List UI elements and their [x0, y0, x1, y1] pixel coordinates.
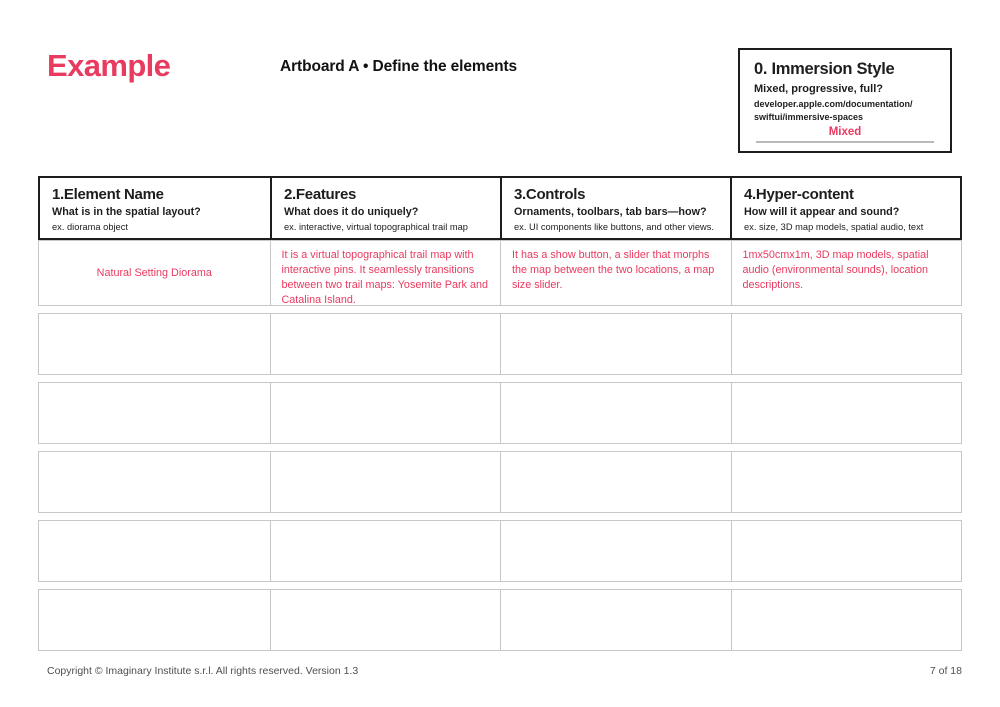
- empty-cell[interactable]: [39, 521, 270, 581]
- immersion-box-question: Mixed, progressive, full?: [754, 83, 883, 95]
- empty-row[interactable]: [38, 520, 962, 582]
- empty-row[interactable]: [38, 451, 962, 513]
- immersion-box-reference: [754, 98, 936, 123]
- empty-cell[interactable]: [39, 314, 270, 374]
- empty-cell[interactable]: [500, 383, 731, 443]
- immersion-style-answer-field[interactable]: Mixed: [756, 126, 934, 143]
- empty-cell[interactable]: [500, 314, 731, 374]
- empty-cell[interactable]: [500, 521, 731, 581]
- column-question: What is in the spatial layout?: [52, 206, 201, 218]
- column-example-hint: ex. UI components like buttons, and other views.: [514, 222, 714, 232]
- brand-title: Example: [47, 48, 171, 83]
- column-title: 3.Controls: [514, 186, 586, 203]
- column-example-hint: ex. size, 3D map models, spatial audio, text: [744, 222, 924, 232]
- immersion-box-title: 0. Immersion Style: [754, 60, 895, 78]
- reference-line-1: developer.apple.com/documentation/: [754, 99, 913, 109]
- page-indicator: 7 of 18: [929, 665, 962, 677]
- empty-row[interactable]: [38, 589, 962, 651]
- elements-table: [38, 176, 962, 651]
- example-entry-row: [38, 240, 962, 306]
- empty-cell[interactable]: [39, 383, 270, 443]
- column-question: What does it do uniquely?: [284, 206, 419, 218]
- empty-row[interactable]: [38, 313, 962, 375]
- column-question: Ornaments, toolbars, tab bars—how?: [514, 206, 707, 218]
- column-title: 2.Features: [284, 186, 357, 203]
- example-cell-hyper-content[interactable]: 1mx50cmx1m, 3D map models, spatial audio (environmental sounds), location descriptions.: [731, 241, 962, 305]
- page-footer: [47, 665, 962, 677]
- empty-cell[interactable]: [500, 590, 731, 650]
- empty-cell[interactable]: [270, 590, 501, 650]
- empty-cell[interactable]: [731, 590, 962, 650]
- header-cell-element-name: [40, 178, 270, 238]
- header-cell-hyper-content: [730, 178, 960, 238]
- table-header-row: [38, 176, 962, 240]
- header-cell-features: [270, 178, 500, 238]
- example-cell-features[interactable]: It is a virtual topographical trail map with interactive pins. It seamlessly transitions between two trail maps: Yosemite Park and Catalina Island.: [270, 241, 501, 305]
- empty-cell[interactable]: [270, 383, 501, 443]
- example-cell-element-name[interactable]: Natural Setting Diorama: [96, 266, 212, 279]
- reference-line-2: swiftui/immersive-spaces: [754, 111, 864, 122]
- empty-cell[interactable]: [731, 452, 962, 512]
- empty-cell[interactable]: [270, 521, 501, 581]
- empty-cell[interactable]: [270, 452, 501, 512]
- artboard-title: Artboard A • Define the elements: [280, 58, 518, 75]
- column-title: 4.Hyper-content: [744, 186, 854, 203]
- column-title: 1.Element Name: [52, 186, 164, 203]
- empty-cell[interactable]: [731, 521, 962, 581]
- empty-cell[interactable]: [270, 314, 501, 374]
- empty-cell[interactable]: [39, 590, 270, 650]
- empty-row[interactable]: [38, 382, 962, 444]
- empty-cell[interactable]: [731, 314, 962, 374]
- example-cell-controls[interactable]: It has a show button, a slider that morphs the map between the two locations, a map size slider.: [500, 241, 731, 305]
- empty-cell[interactable]: [39, 452, 270, 512]
- copyright-text: Copyright © Imaginary Institute s.r.l. All rights reserved. Version 1.3: [47, 665, 359, 677]
- immersion-style-box: [738, 48, 952, 153]
- column-example-hint: ex. diorama object: [52, 222, 128, 232]
- empty-cell[interactable]: [731, 383, 962, 443]
- header-cell-controls: [500, 178, 730, 238]
- empty-cell[interactable]: [500, 452, 731, 512]
- column-question: How will it appear and sound?: [744, 206, 900, 218]
- column-example-hint: ex. interactive, virtual topographical trail map: [284, 222, 468, 232]
- empty-rows: [38, 313, 962, 651]
